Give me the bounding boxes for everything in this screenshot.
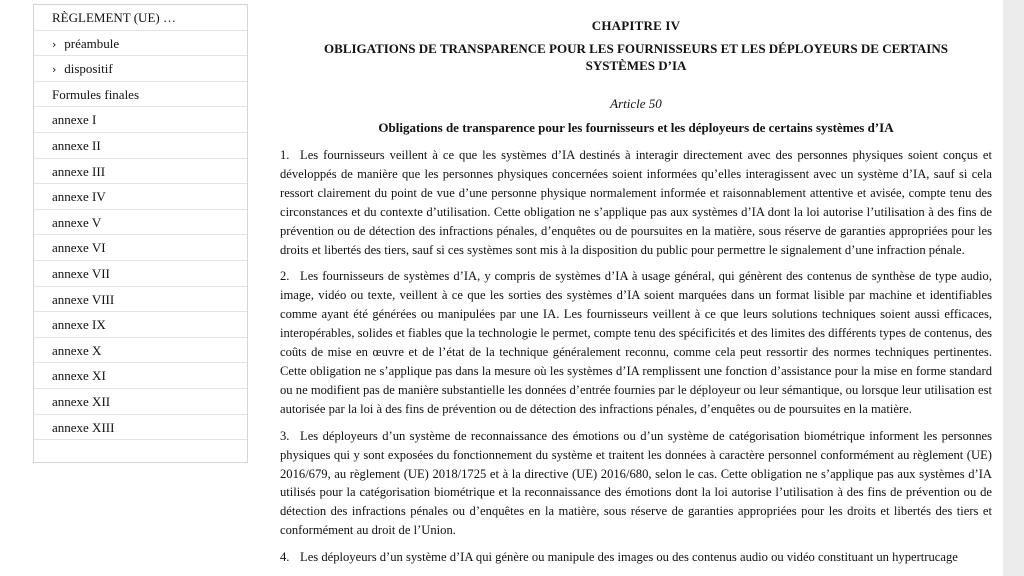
sidebar-item-annexe-13[interactable] (34, 415, 247, 441)
paragraph-number: 4. (280, 550, 290, 565)
sidebar-item-label: annexe X (52, 342, 102, 358)
sidebar-item-annexe-3[interactable] (34, 159, 247, 185)
sidebar-item-label: annexe XI (52, 368, 106, 384)
document-content (280, 14, 992, 575)
sidebar-item-annexe-2[interactable] (34, 133, 247, 159)
sidebar-item-label: annexe VI (52, 240, 106, 256)
sidebar-spacer (34, 440, 247, 462)
sidebar-item-reglement[interactable] (34, 5, 247, 31)
article-paragraph-3 (280, 427, 992, 540)
sidebar-item-dispositif[interactable] (34, 56, 247, 82)
sidebar-item-label: annexe XIII (52, 419, 115, 435)
chevron-right-icon: › (52, 63, 57, 77)
sidebar-item-label: annexe VII (52, 265, 110, 281)
sidebar-item-label: annexe III (52, 163, 106, 179)
paragraph-text: Les fournisseurs veillent à ce que les systèmes d’IA destinés à interagir directement avec des personnes physiques soient conçus et développés de manière que les personnes physiques concernées soient informées qu’elles interagissent avec un système d’IA, sauf si cela ressort clairement du point de vue d’une personne physique normalement informée et raisonnablement attentive et avisée, compte tenu des circonstances et du contexte d’utilisation. Cette obligation ne s’applique pas aux systèmes d’IA dont la loi autorise l’utilisation à des fins de prévention ou de détection des infractions pénales, d’enquêtes ou de poursuites en la matière, sous réserve de garanties appropriées pour les droits et libertés des tiers, sauf si ces systèmes sont mis à la disposition du public pour permettre le signalement d’une infraction pénale. (280, 148, 992, 257)
sidebar-item-label: annexe IX (52, 317, 106, 333)
paragraph-number: 2. (280, 269, 290, 284)
article-number: Article 50 (610, 96, 662, 111)
sidebar-item-label: annexe VIII (52, 291, 115, 307)
article-title: Obligations de transparence pour les fournisseurs et les déployeurs de certains systèmes d’IA (378, 120, 894, 135)
article-paragraph-2 (280, 267, 992, 418)
sidebar-item-preambule[interactable] (34, 31, 247, 57)
paragraph-text: Les déployeurs d’un système d’IA qui génère ou manipule des images ou des contenus audio ou vidéo constituant un hypertrucage (300, 550, 958, 565)
sidebar-item-annexe-10[interactable] (34, 338, 247, 364)
sidebar-item-annexe-12[interactable] (34, 389, 247, 415)
sidebar-item-annexe-6[interactable] (34, 235, 247, 261)
sidebar-item-formules-finales[interactable] (34, 82, 247, 108)
sidebar-item-annexe-11[interactable] (34, 363, 247, 389)
article-paragraph-4 (280, 548, 992, 567)
sidebar-item-label: Formules finales (52, 86, 140, 102)
sidebar-item-label: dispositif (64, 61, 113, 77)
sidebar-item-label: préambule (64, 35, 120, 51)
sidebar-item-label: annexe I (52, 112, 97, 128)
chapter-title: OBLIGATIONS DE TRANSPARENCE POUR LES FOURNISSEURS ET LES DÉPLOYEURS DE CERTAINS SYSTÈMES D’IA (324, 41, 948, 73)
paragraph-number: 3. (280, 428, 290, 443)
sidebar-item-label: annexe IV (52, 189, 106, 205)
sidebar-item-annexe-5[interactable] (34, 210, 247, 236)
table-of-contents-sidebar (33, 4, 248, 463)
sidebar-item-annexe-7[interactable] (34, 261, 247, 287)
sidebar-item-label: annexe V (52, 214, 102, 230)
chapter-number: CHAPITRE IV (591, 18, 681, 33)
paragraph-text: Les déployeurs d’un système de reconnaissance des émotions ou d’un système de catégorisation biométrique informent les personnes physiques qui y sont exposées du fonctionnement du système et traitent les données à caractère personnel conformément au règlement (UE) 2016/679, au règlement (UE) 2018/1725 et à la directive (UE) 2016/680, selon le cas. Cette obligation ne s’applique pas aux systèmes d’IA utilisés pour la catégorisation biométrique et la reconnaissance des émotions dont la loi autorise l’utilisation à des fins de prévention ou de détection des infractions pénales ou d’enquêtes en la matière, sous réserve de garanties appropriées pour les droits et libertés des tiers et conformément au droit de l’Union. (280, 428, 992, 538)
paragraph-number: 1. (280, 148, 290, 162)
sidebar-item-annexe-8[interactable] (34, 287, 247, 313)
article-paragraph-1 (280, 146, 992, 259)
paragraph-text: Les fournisseurs de systèmes d’IA, y compris de systèmes d’IA à usage général, qui génèrent des contenus de synthèse de type audio, image, vidéo ou texte, veillent à ce que les sorties des systèmes d’IA soient marquées dans un format lisible par machine et identifiables comme ayant été générées ou manipulées par une IA. Les fournisseurs veillent à ce que leurs solutions techniques soient aussi efficaces, interopérables, solides et fiables que la technologie le permet, compte tenu des spécificités et des limites des différents types de contenus, des coûts de mise en œuvre et de l’état de la technique généralement reconnu, comme cela peut ressortir des normes techniques pertinentes. Cette obligation ne s’applique pas dans la mesure où les systèmes d’IA remplissent une fonction d’assistance pour la mise en forme standard ou ne modifient pas de manière substantielle les données d’entrée fournies par le déployeur ou leur sémantique, ou lorsque leur utilisation est autorisée par la loi à des fins de prévention ou de détection des infractions pénales, d’enquêtes ou de poursuites en la matière. (280, 269, 992, 416)
sidebar-item-annexe-1[interactable] (34, 107, 247, 133)
window-scroll-edge (1003, 0, 1024, 576)
sidebar-item-label: RÈGLEMENT (UE) … (52, 10, 176, 25)
sidebar-item-label: annexe XII (52, 393, 111, 409)
sidebar-item-annexe-4[interactable] (34, 184, 247, 210)
chevron-right-icon: › (52, 37, 57, 51)
sidebar-item-label: annexe II (52, 137, 101, 153)
sidebar-item-annexe-9[interactable] (34, 312, 247, 338)
